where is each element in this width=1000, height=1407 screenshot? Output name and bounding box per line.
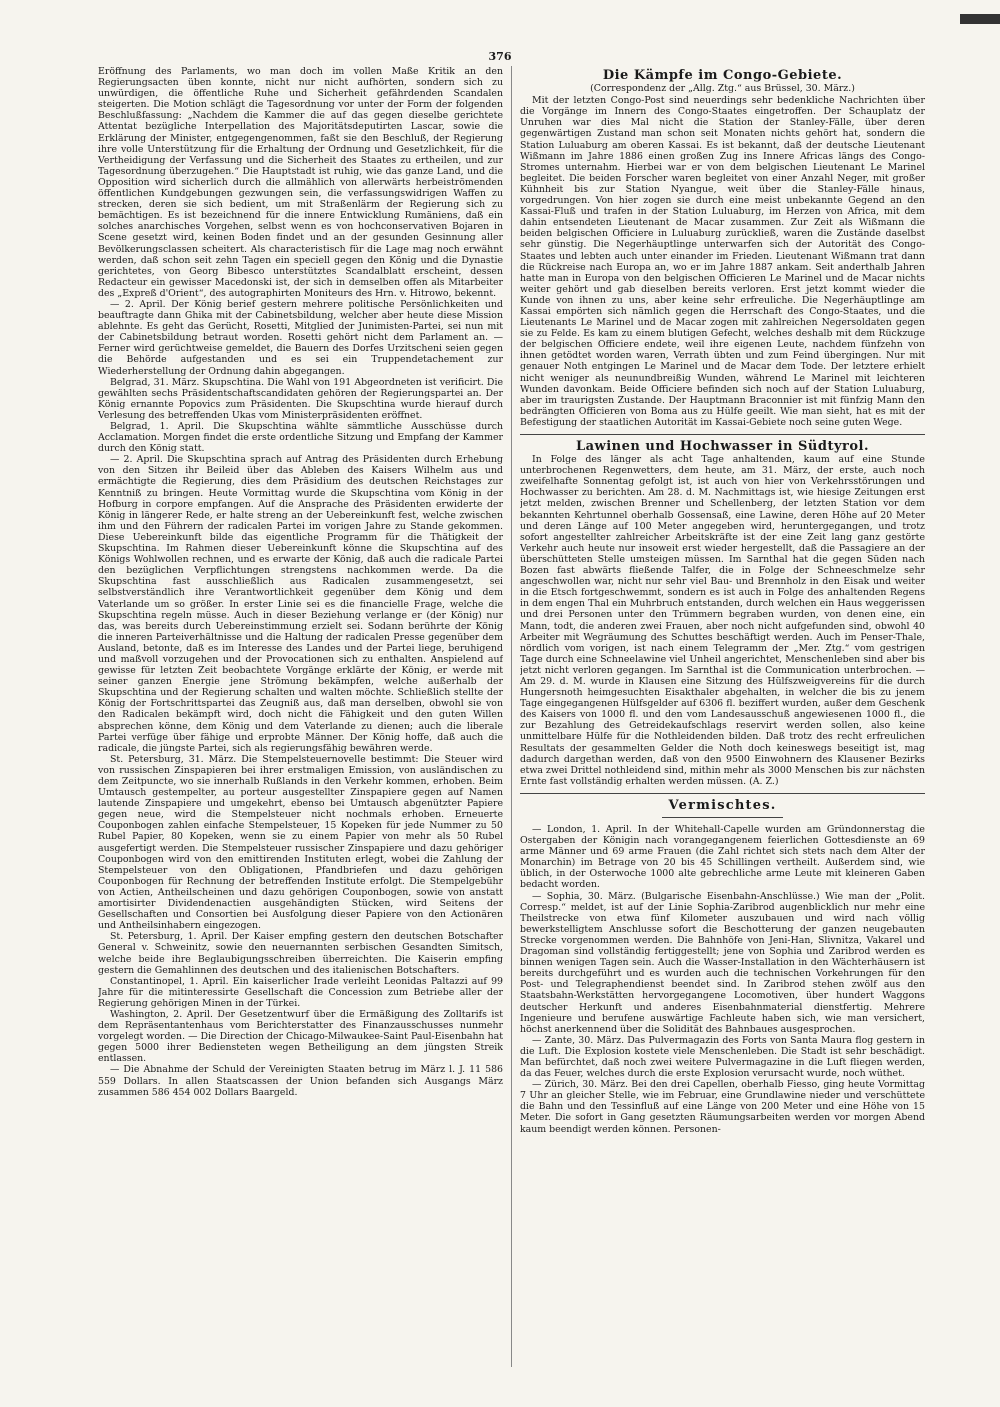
left-column	[98, 66, 503, 1367]
misc-item: — Sophia, 30. März. (Bulgarische Eisenbahn-Anschlüsse.) Wie man der „Polit. Corresp.“ meldet, ist auf der Linie Sophia-Zaribrod augenblicklich nur mehr eine Theilstrecke von etwa fünf Kilometer auszubauen und wird nach völlig bewerkstelligtem Anschlusse sofort die Beschotterung der ganzen neugebauten Strecke vorgenommen werden. Die Bahnhöfe von Jeni-Han, Slivnitza, Vakarel und Dragoman sind vollständig fertiggestellt; jene von Sophia und Zaribrod werden es binnen wenigen Tagen sein. Auch die Wasser-Installation in den Wächterhäusern ist bereits durchgeführt und es wurden auch die technischen Vorkehrungen für den Post- und Telegraphendienst beendet sind. In Zaribrod stehen zwölf aus den Staatsbahn-Werkstätten hervorgegangene Locomotiven, über hundert Waggons deutscher Herkunft und anderes Eisenbahnmaterial dienstfertig. Mehrere Ingenieure und berufene auswärtige Fachleute haben sich, wie man versichert, höchst anerkennend über die Solidität des Bahnbaues ausgesprochen.	[520, 890, 925, 1035]
article-paragraph: St. Petersburg, 1. April. Der Kaiser empfing gestern den deutschen Botschafter General v. Schweinitz, sowie den neuernannten serbischen Gesandten Simitsch, welche beide ihre Beglaubigungsschreiben überreichten. Die Kaiserin empfing gestern die Gemahlinnen des deutschen und des italienischen Botschafters.	[98, 931, 503, 976]
congo-subtitle: (Correspondenz der „Allg. Ztg.“ aus Brüssel, 30. März.)	[590, 83, 855, 95]
misc-title: Vermischtes.	[668, 797, 777, 813]
section-divider	[520, 434, 925, 435]
article-paragraph: Belgrad, 1. April. Die Skupschtina wählte sämmtliche Ausschüsse durch Acclamation. Morgen findet die erste ordentliche Sitzung und Empfang der Kammer durch den König statt.	[98, 421, 503, 455]
article-paragraph: Washington, 2. April. Der Gesetzentwurf über die Ermäßigung des Zolltarifs ist dem Repräsentantenhaus vom Berichterstatter des Finanzausschusses nunmehr vorgelegt worden. — Die Direction der Chicago-Milwaukee-Saint Paul-Eisenbahn hat gegen 5000 ihrer Bediensteten wegen Betheiligung an dem jüngsten Streik entlassen.	[98, 1008, 503, 1065]
congo-title: Die Kämpfe im Congo-Gebiete.	[602, 68, 843, 83]
tyrol-text: In Folge des länger als acht Tage anhaltenden, kaum auf eine Stunde unterbrochenen Regenwetters, dem heute, am 31. März, der erste, auch noch zweifelhafte Sonnentag gefolgt ist, ist auch von hier von Verkehrsstörungen und Hochwasser zu berichten. Am 28. d. M. Nachmittags ist, wie hiesige Zeitungen erst jetzt melden, zwischen Brenner und Schellenberg, der letzten Station vor dem bekannten Kehrtunnel oberhalb Gossensaß, eine Lawine, deren Höhe auf 20 Meter und deren Länge auf 100 Meter angegeben wird, heruntergegangen, und trotz sofort angestellter zahlreicher Arbeitskräfte ist der eine Zeit lang ganz gestörte Verkehr auch heute nur insoweit erst wieder hergestellt, daß die Passagiere an der überschütteten Stelle umsteigen müssen. Im Sarnthal hat die gegen Süden nach Bozen fast abwärts fließende Talfer, die in Folge der Schneeschmelze sehr angeschwollen war, nicht nur sehr viel Bau- und Brennholz in den Eisak und weiter in die Etsch fortgeschwemmt, sondern es ist auch in Folge des anhaltenden Regens in dem engen Thal ein Muhrbruch entstanden, durch welchen ein Haus weggerissen und drei Personen unter den Trümmern begraben wurden, von denen eine, ein Mann, todt, die anderen zwei Frauen, aber noch nicht aufgefunden sind, obwohl 40 Arbeiter mit Wegräumung des Schuttes beschäftigt werden. Auch im Penser-Thale, nördlich vom vorigen, ist nach einem Telegramm der „Mer. Ztg.“ vom gestrigen Tage durch eine Schneelawine viel Unheil angerichtet, Menschenleben sind aber bis jetzt nicht verloren gegangen. Im Sarnthal ist die Communication unterbrochen. — Am 29. d. M. wurde in Klausen eine Sitzung des Hülfszweigvereins für die durch Hungersnoth heimgesuchten Eisakthaler abgehalten, in welcher die bis zu jenem Tage eingegangenen Hülfsgelder auf 6306 fl. beziffert wurden, außer dem Geschenk des Kaisers von 1000 fl. und den vom Landesausschuß angewiesenen 1000 fl., die zur Bezahlung des Getreidekaufschlags reservirt werden sollen, also keine unmittelbare Hülfe für die Nothleidenden bilden. Daß trotz des recht erfreulichen Resultats der gesammelten Gelder die Noth doch keineswegs beseitigt ist, mag dadurch dargethan werden, daß von den 9500 Einwohnern des Klausener Bezirks etwa zwei Drittel nothleidend sind, mithin mehr als 3000 Menschen bis zur nächsten Ernte fast vollständig erhalten werden müssen. (A. Z.)	[520, 454, 925, 787]
page-number: 376	[488, 50, 512, 63]
article-paragraph: Constantinopel, 1. April. Ein kaiserlicher Irade verleiht Leonidas Paltazzi auf 99 Jahre für die mitinteressirte Gesellschaft die Concession zum Betriebe aller der Regierung gehörigen Minen in der Türkei.	[98, 975, 503, 1009]
title-divider	[662, 817, 784, 818]
article-paragraph: — 2. April. Der König berief gestern mehrere politische Persönlichkeiten und beauftragte dann Ghika mit der Cabinetsbildung, welcher aber heute diese Mission ablehnte. Es geht das Gerücht, Rosetti, Mitglied der Junimisten-Partei, sei nun mit der Cabinetsbildung betraut worden. Rosetti gehört nicht dem Parlament an. — Ferner wird gerüchtweise gemeldet, die Bauern des Dorfes Urzitscheni seien gegen die Behörde aufgestanden und es sei ein Truppendetachement zur Wiederherstellung der Ordnung dahin abgegangen.	[98, 298, 503, 377]
article-paragraph: — 2. April. Die Skupschtina sprach auf Antrag des Präsidenten durch Erhebung von den Sitzen ihr Beileid über das Ableben des Kaisers Wilhelm aus und ermächtigte die Regierung, dies dem Präsidium des deutschen Reichstages zur Kenntniß zu bringen. Heute Vormittag wurde die Skupschtina vom König in der Hofburg in corpore empfangen. Auf die Ansprache des Präsidenten erwiderte der König in längerer Rede, er halte streng an der Uebereinkunft fest, welche zwischen ihm und den Führern der radicalen Partei im vorigen Jahre zu Stande gekommen. Diese Uebereinkunft bilde das eigentliche Programm für die Thätigkeit der Skupschtina. Im Rahmen dieser Uebereinkunft könne die Skupschtina auf des Königs Wohlwollen rechnen, und es erwarte der König, daß auch die radicale Partei den bezüglichen Verpflichtungen strengstens nachkommen werde. Da die Skupschtina fast ausschließlich aus Radicalen zusammengesetzt, sei selbstverständlich ihre Verantwortlichkeit gegenüber dem König und dem Vaterlande um so größer. In erster Linie sei es die financielle Frage, welche die Skupschtina regeln müsse. Auch in dieser Beziehung verlange er (der König) nur das, was bereits durch Uebereinstimmung erzielt sei. Sodann berührte der König die inneren Parteiverhältnisse und die Haltung der radicalen Presse gegenüber dem Ausland, betonte, daß es im Interesse des Landes und der Partei liege, beruhigend und maßvoll vorzugehen und der Provocationen sich zu enthalten. Anspielend auf gewisse für letzten Zeit beobachtete Vorgänge erklärte der König, er werde mit seiner ganzen Energie jene Strömung bekämpfen, welche außerhalb der Skupschtina und der Regierung schalten und walten möchte. Schließlich stellte der König der Fortschrittspartei das Zeugniß aus, daß man derselben, obwohl sie von den Radicalen bekämpft wird, doch nicht die Fähigkeit und den guten Willen absprechen könne, dem König und dem Vaterlande zu dienen; auch die liberale Partei verfüge über fähige und erprobte Männer. Der König hoffe, daß auch die radicale, die jüngste Partei, sich als regierungsfähig bewähren werde.	[98, 454, 503, 754]
article-paragraph: Belgrad, 31. März. Skupschtina. Die Wahl von 191 Abgeordneten ist verificirt. Die gewählten sechs Präsidentschaftscandidaten gehören der Regierungspartei an. Der König ernannte Popovics zum Präsidenten. Die Skupschtina wurde hierauf durch Verlesung des betreffenden Ukas vom Ministerpräsidenten eröffnet.	[98, 376, 503, 421]
right-column	[520, 66, 925, 1367]
article-paragraph: Eröffnung des Parlaments, wo man doch im vollen Maße Kritik an den Regierungsacten üben konnte, nicht nur nicht aufhörten, sondern sich zu unwürdigen, die öffentliche Ruhe und Sicherheit gefährdenden Scandalen steigerten. Die Motion schlägt die Tagesordnung vor unter der Form der folgenden Beschlußfassung: „Nachdem die Kammer die auf das gegen dieselbe gerichtete Attentat bezügliche Interpellation des Majoritätsdeputirten Lascar, sowie die Erklärung der Minister, entgegengenommen, faßt sie den Beschluß, der Regierung ihre volle Unterstützung für die Erhaltung der Ordnung und Gesetzlichkeit, für die Vertheidigung der Verfassung und die Sicherheit des Staates zu ertheilen, und zur Tagesordnung überzugehen.“ Die Hauptstadt ist ruhig, wie das ganze Land, und die Opposition wird sicherlich durch die allmählich von allerwärts herbeiströmenden öffentlichen Kundgebungen gezwungen sein, die verfassungswidrigen Waffen zu strecken, deren sie sich bedient, um mit Straßenlärm der Regierung sich zu bemächtigen. Es ist bezeichnend für die innere Entwicklung Rumäniens, daß ein solches anarchisches Vorgehen, selbst wenn es von hochconservativen Bojaren in Scene gesetzt wird, keinen Boden findet und an der gesunden Gesinnung aller Bevölkerungsclassen scheitert. Als characteristisch für die Lage mag noch erwähnt werden, daß schon seit zehn Tagen ein speciell gegen den König und die Dynastie gerichtetes, von Georg Bibesco unterstütztes Scandalblatt erscheint, dessen Redacteur ein gewisser Macedonski ist, der sich in demselben offen als Mitarbeiter des „Expreß d'Orient“, des autographirten Moniteurs des Hrn. v. Hitrowo, bekennt.	[98, 66, 503, 299]
article-paragraph: — Die Abnahme der Schuld der Vereinigten Staaten betrug im März l. J. 11 586 559 Dollars. In allen Staatscassen der Union befanden sich Ausgangs März zusammen 586 454 002 Dollars Baargeld.	[98, 1064, 503, 1098]
misc-item: — Zante, 30. März. Das Pulvermagazin des Forts von Santa Maura flog gestern in die Luft. Die Explosion kostete viele Menschenleben. Die Stadt ist sehr beschädigt. Man befürchtet, daß noch zwei weitere Pulvermagazine in die Luft fliegen werden, da das Feuer, welches durch die erste Explosion verursacht wurde, noch wüthet.	[520, 1034, 925, 1080]
congo-text: Mit der letzten Congo-Post sind neuerdings sehr bedenkliche Nachrichten über die Vorgänge im Innern des Congo-Staates eingetroffen. Der Schauplatz der Unruhen war dies Mal nicht die Station der Stanley-Fälle, über deren gegenwärtigen Zustand man schon seit Monaten nichts gehört hat, sondern die Station Luluaburg am oberen Kassai. Es ist bekannt, daß der deutsche Lieutenant Wißmann im Jahre 1886 einen großen Zug ins Innere Africas längs des Congo-Stromes unternahm. Hierbei war er von dem belgischen Lieutenant Le Marinel begleitet. Die beiden Forscher waren begleitet von einer Anzahl Neger, mit großer Kühnheit bis zur Station Nyangue, weit über die Stanley-Fälle hinaus, vorgedrungen. Von hier zogen sie durch eine meist unbekannte Gegend an den Kassai-Fluß und trafen in der Station Luluaburg, im Herzen von Africa, mit dem dahin entsendeten Lieutenant de Macar zusammen. Zur Zeit als Wißmann die beiden belgischen Officiere in Luluaburg zurückließ, waren die Zustände daselbst sehr günstig. Die Negerhäuptlinge unterwarfen sich der Autorität des Congo-Staates und lebten auch unter einander im Frieden. Lieutenant Wißmann trat dann die Rückreise nach Europa an, wo er im Jahre 1887 ankam. Seit anderthalb Jahren hatte man in Europa von den belgischen Officieren Le Marinel und de Macar nichts weiter gehört und gab dieselben bereits verloren. Erst jetzt kommt wieder die Kunde von ihnen zu uns, aber keine sehr erfreuliche. Die Negerhäuptlinge am Kassai empörten sich nämlich gegen die Herrschaft des Congo-Staates, und die Lieutenants Le Marinel und de Macar zogen mit zahlreichen Negersoldaten gegen sie zu Felde. Es kam zu einem blutigen Gefecht, welches deshalb mit dem Rückzuge der belgischen Officiere endete, weil ihre eigenen Leute, nachdem fünfzehn von ihnen getödtet worden waren, Verrath übten und zum Feind übergingen. Nur mit genauer Noth entgingen Le Marinel und de Macar dem Tode. Der letztere erhielt nicht weniger als neunundbreißig Wunden, während Le Marinel mit leichteren Wunden davonkam. Beide Officiere befinden sich noch auf der Station Luluaburg, aber im traurigsten Zustande. Der Hauptmann Braconnier ist mit fünfzig Mann den bedrängten Officieren von Boma aus zu Hülfe geeilt. Wie man sieht, hat es mit der Befestigung der staatlichen Autorität im Kassai-Gebiete noch seine guten Wege.	[520, 95, 925, 428]
scan-edge-mark	[960, 14, 1000, 24]
tyrol-title: Lawinen und Hochwasser in Südtyrol.	[575, 439, 870, 454]
section-divider	[520, 793, 925, 794]
article-paragraph: St. Petersburg, 31. März. Die Stempelsteuernovelle bestimmt: Die Steuer wird von russischen Zinspapieren bei ihrer erstmaligen Emission, von ausländischen zu dem Zeitpuncte, wo sie innerhalb Rußlands in den Verkehr kommen, erhoben. Beim Umtausch gestempelter, au porteur ausgestellter Zinspapiere gegen auf Namen lautende Zinspapiere und umgekehrt, ebenso bei Umtausch abgenützter Papiere gegen neue, wird die Stempelsteuer nicht nochmals erhoben. Erneuerte Couponbogen zahlen einfache Stempelsteuer, 15 Kopeken für jede Nummer zu 50 Rubel Papier, 80 Kopeken, wenn sie zu einem Papier von mehr als 50 Rubel ausgefertigt werden. Die Stempelsteuer russischer Zinspapiere und dazu gehöriger Couponbogen wird von den emittirenden Instituten erlegt, wobei die Zahlung der Stempelsteuer von den Obligationen, Pfandbriefen und dazu gehörigen Couponbogen für Rechnung der betreffenden Institute erfolgt. Die Stempelgebühr von Actien, Antheilscheinen und dazu gehörigen Couponbogen, sowie von anstatt amortisirter Dividendenactien ausgehändigten Stücken, wird Seitens der Gesellschaften und Consortien bei Ausfolgung dieser Papiere von den Actionären und Antheilsinhabern eingezogen.	[98, 753, 503, 932]
misc-item: — London, 1. April. In der Whitehall-Capelle wurden am Gründonnerstag die Ostergaben der Königin nach vorangegangenem feierlichen Gottesdienste an 69 arme Männer und 69 arme Frauen (die Zahl richtet sich stets nach dem Alter der Monarchin) im Betrage von 20 bis 45 Schillingen vertheilt. Außerdem sind, wie üblich, in der Osterwoche 1000 alte gebrechliche arme Leute mit kleineren Gaben bedacht worden.	[520, 824, 925, 891]
misc-item: — Zürich, 30. März. Bei den drei Capellen, oberhalb Fiesso, ging heute Vormittag 7 Uhr an gleicher Stelle, wie im Februar, eine Grundlawine nieder und verschüttete die Bahn und den Tessinfluß auf eine Länge von 200 Meter und eine Höhe von 15 Meter. Die sofort in Gang gesetzten Räumungsarbeiten werden vor morgen Abend kaum beendigt werden können. Personen-	[520, 1079, 925, 1135]
column-rule	[511, 66, 512, 1367]
